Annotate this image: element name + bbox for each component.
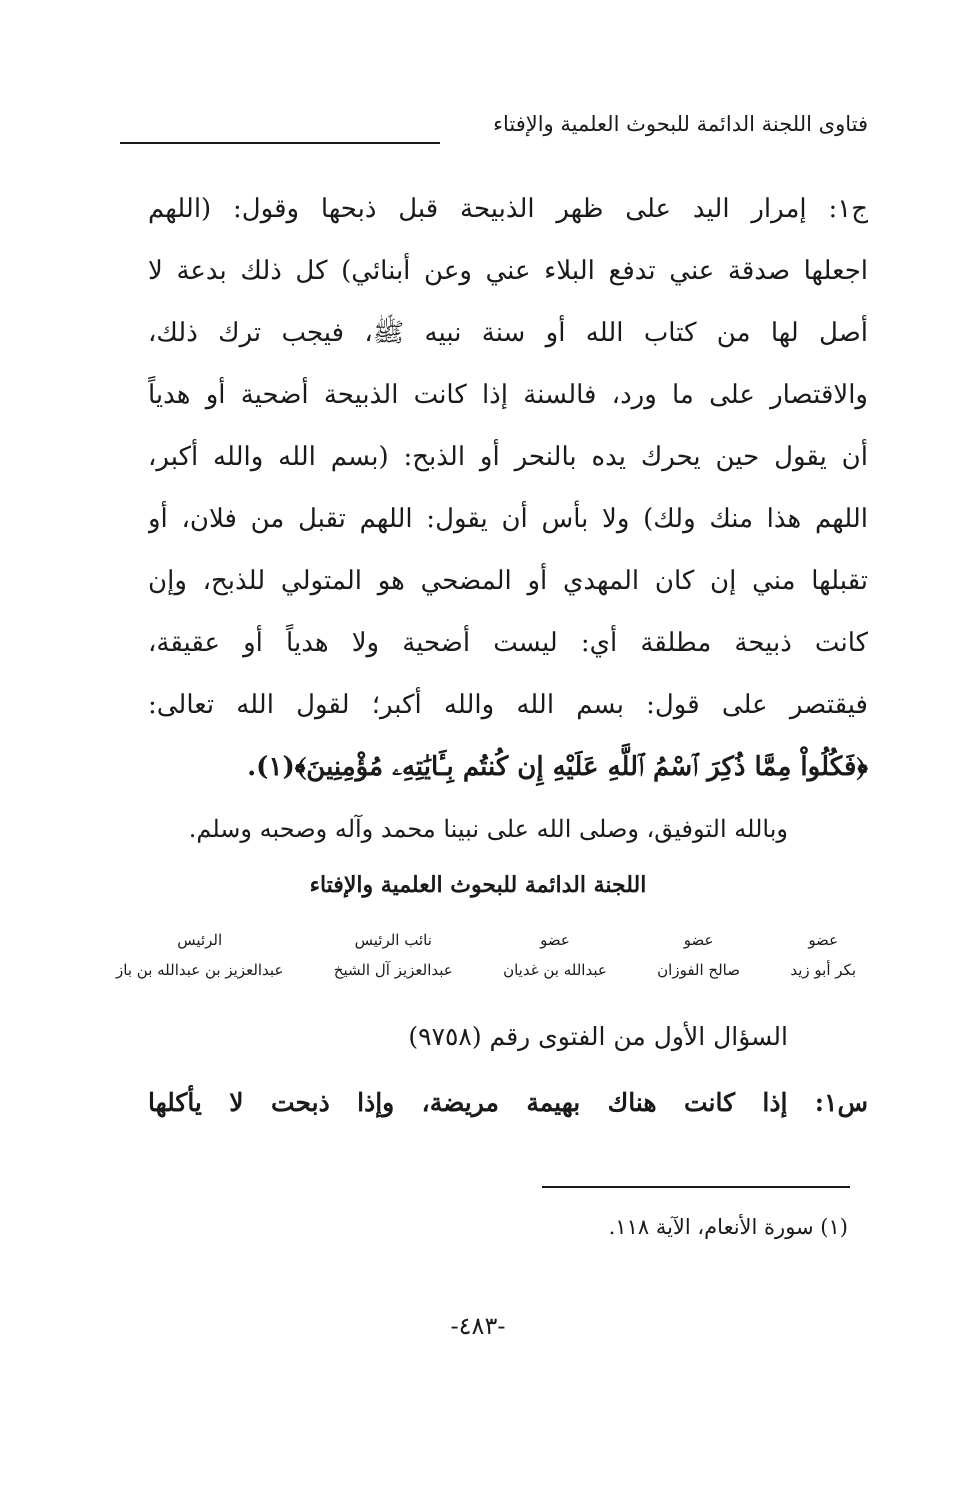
signature-member — [790, 925, 856, 985]
answer-line-6: اللهم هذا منك ولك) ولا بأس أن يقول: اللهم تقبل من فلان، أو — [148, 504, 868, 534]
answer-line-4: والاقتصار على ما ورد، فالسنة إذا كانت الذبيحة أضحية أو هدياً — [148, 380, 868, 410]
fatwa-number-line: السؤال الأول من الفتوى رقم (٩٧٥٨) — [408, 1022, 788, 1051]
answer-line-7: تقبلها مني إن كان المهدي أو المضحي هو المتولي للذبح، وإن — [148, 566, 868, 596]
footnote-rule — [542, 1186, 850, 1188]
signature-name: عبدالعزيز بن عبدالله بن باز — [116, 961, 284, 979]
answer-line-1: ج١: إمرار اليد على ظهر الذبيحة قبل ذبحها وقول: (اللهم — [148, 194, 868, 224]
footnote: (١) سورة الأنعام، الآية ١١٨. — [608, 1215, 848, 1239]
header-rule — [120, 142, 440, 144]
signature-role: عضو — [683, 931, 714, 949]
answer-line-2: اجعلها صدقة عني تدفع البلاء عني وعن أبنائي) كل ذلك بدعة لا — [148, 256, 868, 286]
signature-member — [657, 925, 740, 985]
question-line: س١: إذا كانت هناك بهيمة مريضة، وإذا ذبحت لا يأكلها — [148, 1088, 868, 1117]
signature-role: عضو — [540, 931, 570, 949]
signature-member — [334, 925, 453, 985]
signature-name: بكر أبو زيد — [790, 961, 856, 979]
answer-line-5: أن يقول حين يحرك يده بالنحر أو الذبح: (بسم الله والله أكبر، — [148, 442, 868, 472]
answer-line-8: كانت ذبيحة مطلقة أي: ليست أضحية ولا هدياً أو عقيقة، — [148, 628, 868, 658]
signature-name: عبدالعزيز آل الشيخ — [333, 961, 453, 979]
signature-name: عبدالله بن غديان — [503, 961, 607, 979]
answer-block — [148, 178, 868, 860]
committee-title: اللجنة الدائمة للبحوث العلمية والإفتاء — [309, 872, 647, 898]
quran-verse: ﴿فَكُلُواْ مِمَّا ذُكِرَ ٱسْمُ ٱللَّهِ عَلَيْهِ إِن كُنتُم بِـَٔايَٰتِهِۦ مُؤْمِنِينَ﴾(١). — [247, 752, 868, 782]
header-title: فتاوى اللجنة الدائمة للبحوث العلمية والإفتاء — [493, 112, 868, 136]
running-header — [120, 112, 868, 152]
signature-role: الرئيس — [177, 931, 223, 949]
signature-member — [116, 925, 283, 985]
signatures — [116, 925, 856, 985]
page-number: -٤٨٣- — [450, 1312, 506, 1340]
signature-name: صالح الفوزان — [657, 961, 740, 979]
closing-line: وبالله التوفيق، وصلى الله على نبينا محمد وآله وصحبه وسلم. — [188, 815, 788, 843]
signature-member — [503, 925, 607, 985]
answer-line-3: أصل لها من كتاب الله أو سنة نبيه ﷺ، فيجب ترك ذلك، — [148, 318, 868, 348]
answer-line-9: فيقتصر على قول: بسم الله والله أكبر؛ لقول الله تعالى: — [148, 690, 868, 720]
signature-role: عضو — [808, 931, 839, 949]
signature-role: نائب الرئيس — [354, 931, 432, 949]
